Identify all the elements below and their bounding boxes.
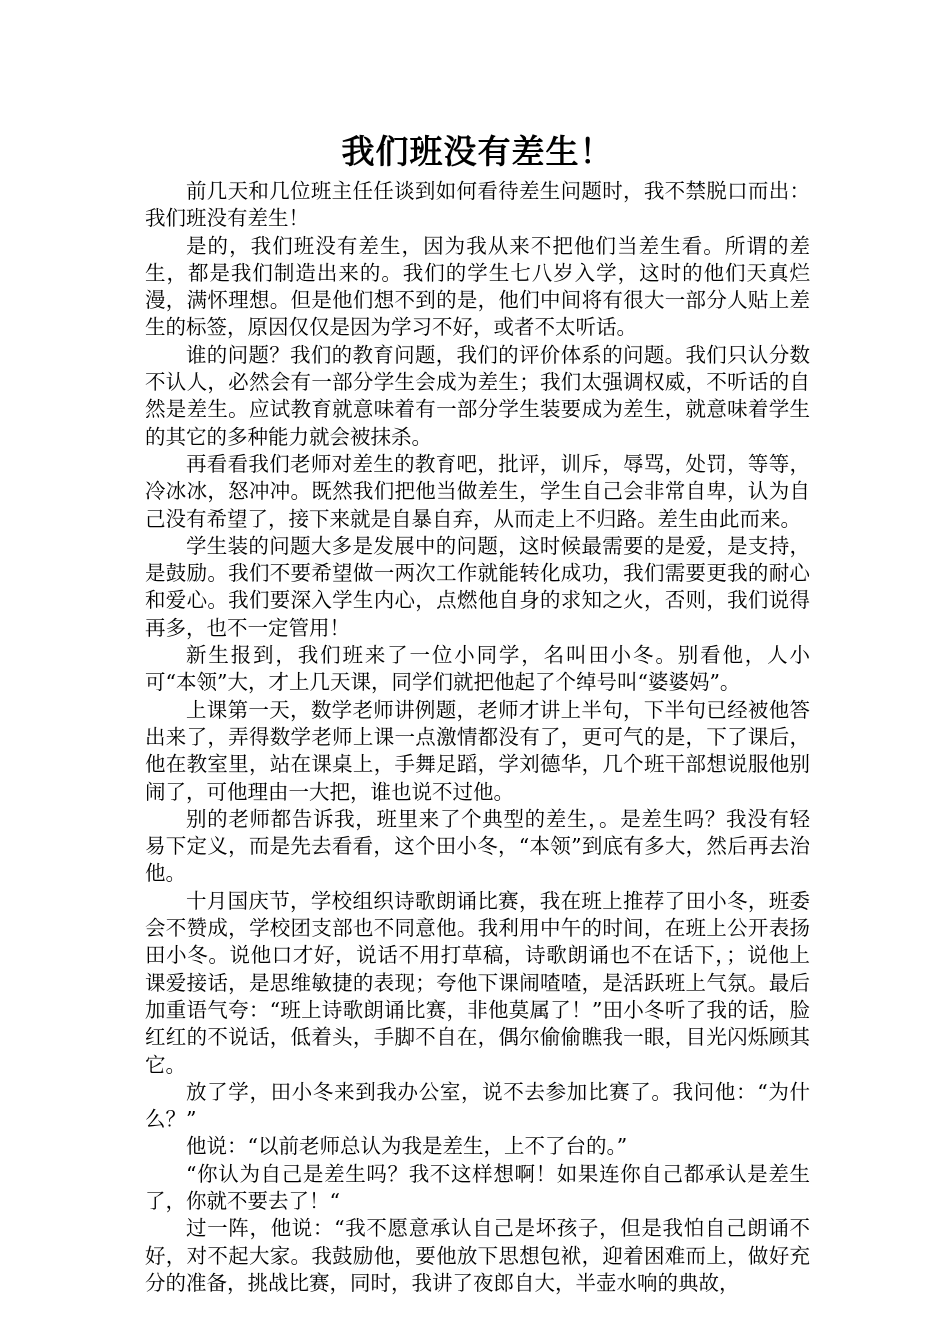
paragraph-2: 是的，我们班没有差生，因为我从来不把他们当差生看。所谓的差生，都是我们制造出来的。我们的学生七八岁入学，这时的他们天真烂漫，满怀理想。但是他们想不到的是，他们中间将有很大一部分人贴上差生的标签，原因仅仅是因为学习不好，或者不太听话。 (145, 233, 810, 340)
paragraph-13: 过一阵，他说：“我不愿意承认自己是坏孩子，但是我怕自己朗诵不好，对不起大家。我鼓励他，要他放下思想包袱，迎着困难而上，做好充分的准备，挑战比赛，同时，我讲了夜郎自大，半壶水响的典故， (145, 1216, 810, 1295)
paragraph-5: 学生装的问题大多是发展中的问题，这时候最需要的是爱，是支持，是鼓励。我们不要希望做一两次工作就能转化成功，我们需要更我的耐心和爱心。我们要深入学生内心，点燃他自身的求知之火，否则，我们说得再多，也不一定管用！ (145, 533, 810, 640)
paragraph-11: 他说：“以前老师总认为我是差生，上不了台的。” (186, 1134, 628, 1159)
paragraph-4: 再看看我们老师对差生的教育吧，批评，训斥，辱骂，处罚，等等，冷冰冰，怒冲冲。既然我们把他当做差生，学生自己会非常自卑，认为自己没有希望了，接下来就是自暴自弃，从而走上不归路。差生由此而来。 (145, 451, 810, 531)
paragraph-6: 新生报到，我们班来了一位小同学，名叫田小冬。别看他，人小可“本领”大，才上几天课，同学们就把他起了个绰号叫“婆婆妈”。 (145, 643, 810, 695)
document-page (145, 128, 810, 1297)
paragraph-1: 前几天和几位班主任任谈到如何看待差生问题时，我不禁脱口而出：我们班没有差生！ (145, 179, 810, 231)
paragraph-12: “你认为自己是差生吗？我不这样想啊！如果连你自己都承认是差生了，你就不要去了！“ (145, 1161, 810, 1213)
paragraph-3: 谁的问题？我们的教育问题，我们的评价体系的问题。我们只认分数不认人，必然会有一部分学生会成为差生；我们太强调权威，不听话的自然是差生。应试教育就意味着有一部分学生装要成为差生，就意味着学生的其它的多种能力就会被抹杀。 (145, 342, 810, 449)
paragraph-10: 放了学，田小冬来到我办公室，说不去参加比赛了。我问他：“为什么？” (145, 1079, 810, 1132)
paragraph-9: 十月国庆节，学校组织诗歌朗诵比赛，我在班上推荐了田小冬，班委会不赞成，学校团支部也不同意他。我利用中午的时间，在班上公开表扬田小冬。说他口才好，说话不用打草稿，诗歌朗诵也不在话下，；说他上课爱接话，是思维敏捷的表现；夸他下课闹喳喳，是活跃班上气氛。最后加重语气夸：“班上诗歌朗诵比赛，非他莫属了！”田小冬听了我的话，脸红红的不说话，低着头，手脚不自在，偶尔偷偷瞧我一眼，目光闪烁顾其它。 (145, 888, 810, 1077)
document-title: 我们班没有差生！ (341, 132, 614, 171)
paragraph-8: 别的老师都告诉我，班里来了个典型的差生，。是差生吗？我没有轻易下定义，而是先去看看，这个田小冬，“本领”到底有多大，然后再去治他。 (145, 806, 810, 886)
paragraph-7: 上课第一天，数学老师讲例题，老师才讲上半句，下半句已经被他答出来了，弄得数学老师上课一点激情都没有了，更可气的是，下了课后，他在教室里，站在课桌上，手舞足蹈，学刘德华，几个班干部想说服他别闹了，可他理由一大把，谁也说不过他。 (145, 697, 810, 804)
